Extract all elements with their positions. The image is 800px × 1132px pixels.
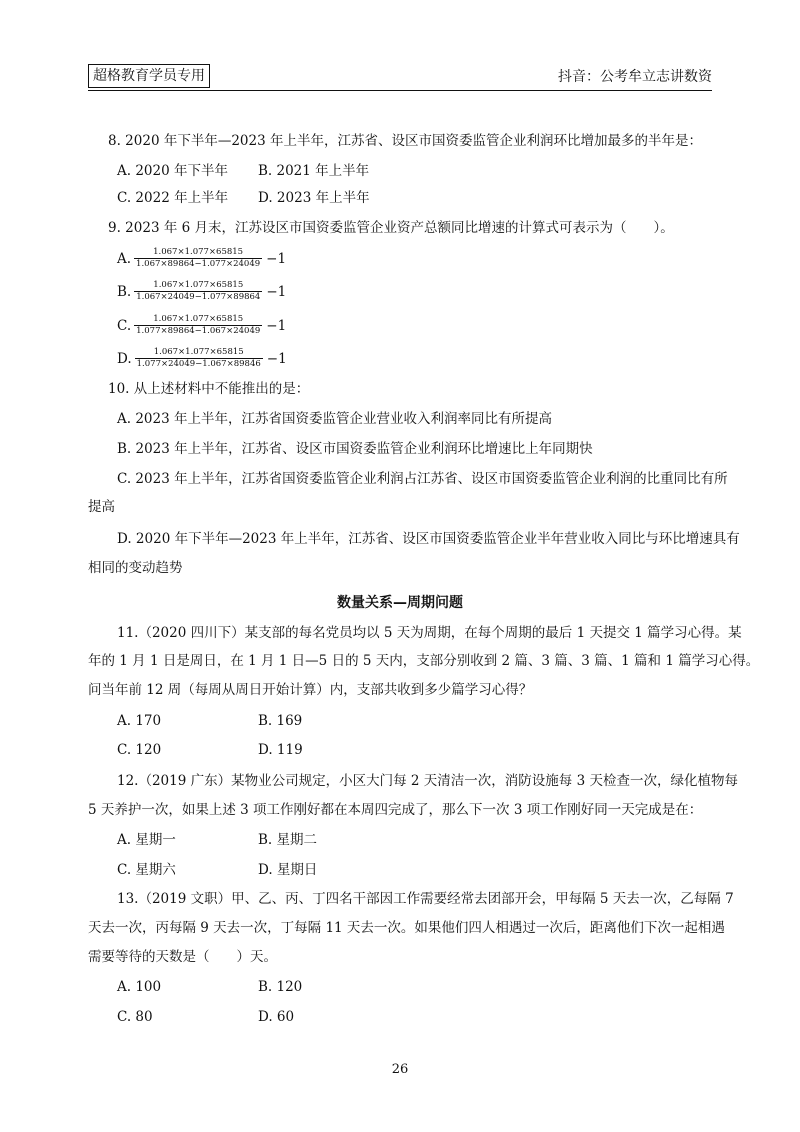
q9-stem: 9. 2023 年 6 月末，江苏设区市国资委监管企业资产总额同比增速的计算式可表示为（ ）。 — [108, 220, 674, 236]
q11-line2: 年的 1 月 1 日是周日，在 1 月 1 日—5 日的 5 天内，支部分别收到 2 篇、3 篇、3 篇、1 篇和 1 篇学习心得。 — [88, 653, 760, 669]
fraction-numerator: 1.067×1.077×65815 — [134, 280, 262, 292]
q10-option-b: B. 2023 年上半年，江苏省、设区市国资委监管企业利润环比增速比上年同期快 — [117, 441, 593, 457]
q9-option-a — [117, 247, 286, 270]
fraction — [134, 280, 262, 303]
fraction-denominator: 1.077×89864−1.067×24049 — [136, 326, 261, 336]
fraction-denominator: 1.067×89864−1.077×24049 — [136, 259, 261, 269]
q9-option-d — [117, 347, 287, 370]
q11-line3: 问当年前 12 周（每周从周日开始计算）内，支部共收到多少篇学习心得？ — [88, 682, 533, 698]
q13-option-b: B. 120 — [258, 979, 303, 995]
fraction-tail: −1 — [266, 350, 287, 367]
q13-line1: 13.（2019 文职）甲、乙、丙、丁四名干部因工作需要经常去团部开会，甲每隔 5 天去一次，乙每隔 7 — [117, 891, 734, 907]
header-divider — [88, 90, 712, 91]
q12-option-d: D. 星期日 — [258, 862, 318, 878]
option-label: B. — [117, 283, 132, 300]
q10-option-c-line2: 提高 — [88, 499, 115, 515]
q8-option-a: A. 2020 年下半年 — [117, 163, 228, 179]
fraction-tail: −1 — [266, 250, 287, 267]
fraction — [134, 247, 262, 270]
q13-option-a: A. 100 — [117, 979, 162, 995]
option-label: A. — [117, 250, 132, 267]
q10-option-c-line1: C. 2023 年上半年，江苏省国资委监管企业利润占江苏省、设区市国资委监管企业利润的比重同比有所 — [117, 471, 728, 487]
fraction-numerator: 1.067×1.077×65815 — [134, 247, 262, 259]
fraction-numerator: 1.067×1.077×65815 — [135, 347, 263, 359]
page-number: 26 — [391, 1062, 409, 1077]
q9-option-b — [117, 280, 286, 303]
q10-option-d-line2: 相同的变动趋势 — [88, 560, 183, 576]
q9-option-c — [117, 314, 286, 337]
fraction — [134, 314, 262, 337]
q13-line3: 需要等待的天数是（ ）天。 — [88, 949, 277, 965]
header-label-box: 超格教育学员专用 — [88, 64, 210, 88]
q12-line1: 12.（2019 广东）某物业公司规定，小区大门每 2 天清洁一次，消防设施每 3 天检查一次，绿化植物每 — [117, 773, 738, 789]
q11-option-b: B. 169 — [258, 713, 303, 729]
fraction-tail: −1 — [266, 283, 287, 300]
q11-option-d: D. 119 — [258, 742, 303, 758]
q10-option-d-line1: D. 2020 年下半年—2023 年上半年，江苏省、设区市国资委监管企业半年营业收入同比与环比增速具有 — [117, 531, 740, 547]
option-label: C. — [117, 317, 132, 334]
q11-option-a: A. 170 — [117, 713, 162, 729]
fraction-tail: −1 — [266, 317, 287, 334]
q11-option-c: C. 120 — [117, 742, 162, 758]
q11-line1: 11.（2020 四川下）某支部的每名党员均以 5 天为周期，在每个周期的最后 1 天提交 1 篇学习心得。某 — [117, 625, 742, 641]
q12-option-b: B. 星期二 — [258, 832, 318, 848]
q8-option-c: C. 2022 年上半年 — [117, 190, 229, 206]
q8-option-d: D. 2023 年上半年 — [258, 190, 370, 206]
q12-option-c: C. 星期六 — [117, 862, 176, 878]
fraction-numerator: 1.067×1.077×65815 — [134, 314, 262, 326]
q12-line2: 5 天养护一次，如果上述 3 项工作刚好都在本周四完成了，那么下一次 3 项工作刚好同一天完成是在： — [88, 802, 703, 818]
q13-option-d: D. 60 — [258, 1009, 295, 1025]
q13-line2: 天去一次，丙每隔 9 天去一次，丁每隔 11 天去一次。如果他们四人相遇过一次后，距离他们下次一起相遇 — [88, 920, 725, 936]
q13-option-c: C. 80 — [117, 1009, 153, 1025]
section-title: 数量关系—周期问题 — [337, 595, 463, 611]
q8-stem: 8. 2020 年下半年—2023 年上半年，江苏省、设区市国资委监管企业利润环比增加最多的半年是： — [108, 133, 702, 149]
q8-option-b: B. 2021 年上半年 — [258, 163, 370, 179]
fraction-denominator: 1.067×24049−1.077×89864 — [136, 292, 261, 302]
q10-stem: 10. 从上述材料中不能推出的是： — [108, 381, 310, 397]
fraction — [135, 347, 263, 370]
header-source-text: 抖音：公考牟立志讲数资 — [558, 69, 712, 85]
fraction-denominator: 1.077×24049−1.067×89846 — [136, 359, 261, 369]
option-label: D. — [117, 350, 132, 367]
q10-option-a: A. 2023 年上半年，江苏省国资委监管企业营业收入利润率同比有所提高 — [117, 411, 552, 427]
q12-option-a: A. 星期一 — [117, 832, 176, 848]
